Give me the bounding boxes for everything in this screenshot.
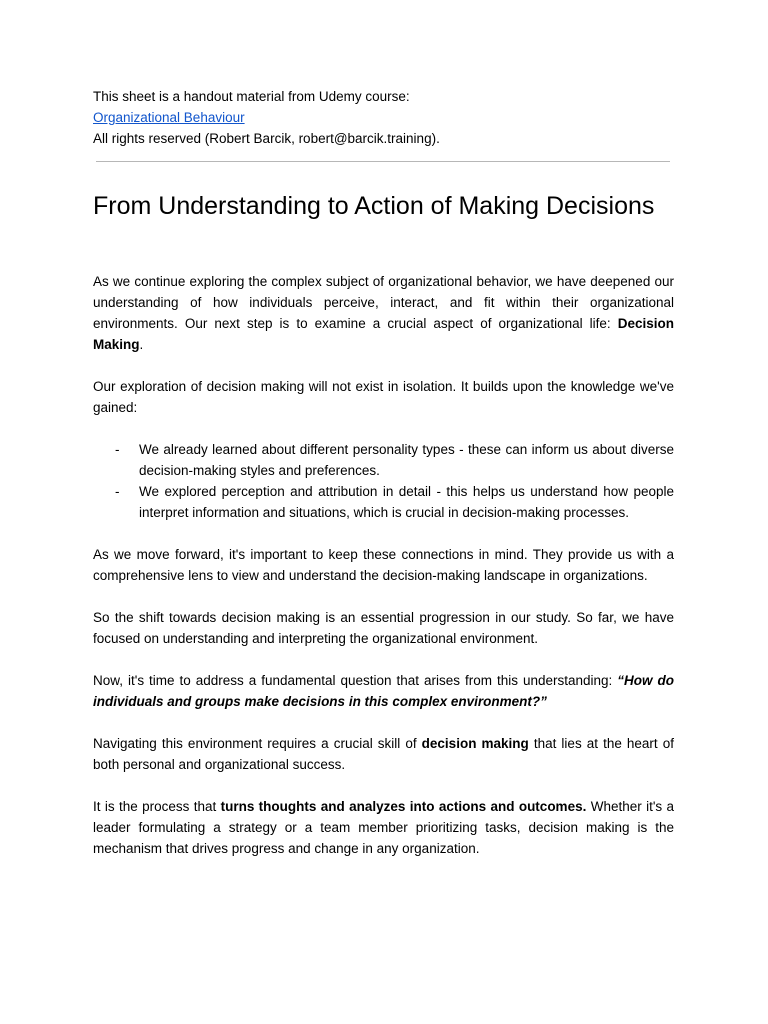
paragraph-shift: So the shift towards decision making is an essential progression in our study. So far, we have focused on understanding and interpreting the organizational environment. bbox=[93, 610, 674, 646]
paragraph-navigating: Navigating this environment requires a crucial skill of decision making that lies at the heart of both personal and organizational success. bbox=[93, 736, 675, 772]
horizontal-divider bbox=[96, 161, 670, 162]
paragraph-builds-upon: Our exploration of decision making will not exist in isolation. It builds upon the knowledge we've gained: bbox=[93, 379, 674, 415]
copyright-notice: All rights reserved (Robert Barcik, robert@barcik.training). bbox=[93, 131, 440, 146]
bold-term: decision making bbox=[421, 736, 529, 751]
bold-term: Decision Making bbox=[93, 316, 674, 352]
key-question: “How do individuals and groups make decisions in this complex environment?” bbox=[93, 673, 674, 709]
page-title: From Understanding to Action of Making Decisions bbox=[93, 192, 655, 220]
paragraph-question: Now, it's time to address a fundamental question that arises from this understanding: “How do individuals and groups make decisions in this complex environment?” bbox=[93, 673, 674, 709]
paragraph-connections: As we move forward, it's important to keep these connections in mind. They provide us with a comprehensive lens to view and understand the decision-making landscape in organizations. bbox=[93, 547, 674, 583]
handout-notice: This sheet is a handout material from Udemy course: bbox=[93, 89, 410, 104]
handout-header bbox=[93, 86, 674, 149]
bullet-list bbox=[93, 439, 674, 523]
document-body bbox=[93, 271, 674, 880]
course-link[interactable]: Organizational Behaviour bbox=[93, 110, 245, 125]
paragraph-process: It is the process that turns thoughts and analyzes into actions and outcomes. Whether it's a leader formulating a strategy or a team member prioritizing tasks, decision making is the mechanism that drives progress and change in any organization. bbox=[93, 799, 675, 856]
paragraph-intro: As we continue exploring the complex subject of organizational behavior, we have deepened our understanding of how individuals perceive, interact, and fit within their organizational environments. Our next step is to examine a crucial aspect of organizational life: Decision Making. bbox=[93, 274, 674, 352]
bold-term: turns thoughts and analyzes into actions and outcomes. bbox=[220, 799, 587, 814]
list-item: - We explored perception and attribution in detail - this helps us understand how people interpret information and situations, which is crucial in decision-making processes. bbox=[115, 484, 674, 520]
list-item: - We already learned about different personality types - these can inform us about diverse decision-making styles and preferences. bbox=[115, 442, 674, 478]
